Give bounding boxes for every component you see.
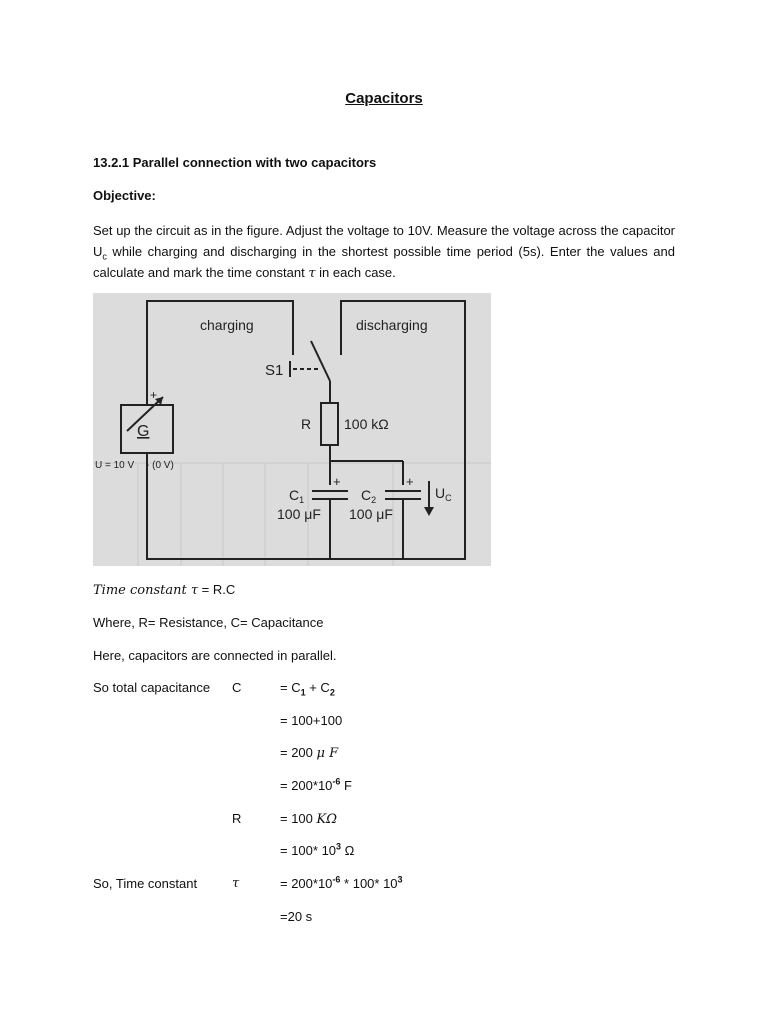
tau-symbol: τ [308,266,316,281]
c1-sub: 1 [299,495,305,505]
circuit-diagram [93,293,491,566]
label-discharging: discharging [356,317,428,333]
t-equation-1 [280,876,403,891]
t-eq1-b: * 100* 10 [340,876,398,891]
t-eq1-exp2: 3 [397,874,403,885]
t-eq1-exp1: -6 [332,874,341,885]
label-uc [435,485,452,503]
label-zero-volt: - (0 V) [146,460,174,471]
c-eq4-exp: -6 [332,776,341,787]
total-capacitance-label: So total capacitance [93,680,211,695]
where-line: Where, R= Resistance, C= Capacitance [93,615,324,630]
objective-text-1: Set up the circuit as in the figure. Adjust the voltage to 10V. Measure the voltage across the capacitor U [93,223,675,259]
label-resistor: R [301,416,312,432]
c-symbol: C [232,680,242,695]
label-resistor-value: 100 kΩ [344,416,389,432]
c-equation-4 [280,778,352,793]
label-switch: S1 [265,362,284,379]
uc-arrow-head [424,507,434,516]
objective-text-3: in each case. [315,265,396,280]
uc-name: U [435,485,446,501]
c-eq1-sub1: 1 [300,687,306,698]
label-generator: G [137,423,150,440]
time-constant-label: Time constant τ [93,583,199,598]
time-constant-formula [93,582,235,598]
label-charging: charging [200,317,254,333]
r-eq2-b: Ω [341,843,355,858]
r-eq1-a: = 100 [280,811,317,826]
r-equation-2 [280,843,354,858]
objective-label: Objective: [93,188,156,203]
c-eq1-b: + C [305,680,330,695]
c-eq1-sub2: 2 [329,687,335,698]
here-line: Here, capacitors are connected in parallel. [93,648,337,663]
objective-sub: c [102,251,107,262]
c-equation-1 [280,680,335,698]
objective-paragraph [93,220,675,284]
equals-rc: = R.C [198,582,236,597]
r-eq2-exp: 3 [336,841,342,852]
label-c1-value: 100 μF [277,506,321,522]
r-symbol: R [232,811,242,826]
c-eq4-b: F [340,778,352,793]
c-equation-2: = 100+100 [280,713,343,728]
r-eq1-unit: KΩ [316,812,338,827]
page-title: Capacitors [345,90,423,107]
c-eq3-a: = 200 [280,745,317,760]
r-equation-1 [280,811,337,827]
c2-sub: 2 [371,495,377,505]
label-c1-plus: + [333,474,341,489]
c-equation-3 [280,745,338,761]
so-time-constant-label: So, Time constant [93,876,198,891]
tau-symbol-calc: τ [232,876,240,891]
c-eq3-unit: μ F [316,746,339,761]
label-generator-plus: + [150,388,158,402]
c-eq1-a: = C [280,680,301,695]
section-heading: 13.2.1 Parallel connection with two capacitors [93,155,377,170]
label-c2 [361,487,376,505]
circuit-figure [93,293,491,566]
t-equation-2: =20 s [280,909,313,924]
label-c1 [289,487,304,505]
label-c2-value: 100 μF [349,506,393,522]
t-eq1-a: = 200*10 [280,876,333,891]
objective-text-2: while charging and discharging in the shortest possible time period (5s). Enter the values and calculate and mark the time constant [93,244,675,280]
c1-name: C [289,487,300,503]
label-c2-plus: + [406,474,414,489]
uc-sub: C [445,493,452,503]
label-voltage: U = 10 V [95,460,135,471]
c-eq4-a: = 200*10 [280,778,333,793]
r-eq2-a: = 100* 10 [280,843,337,858]
c2-name: C [361,487,372,503]
